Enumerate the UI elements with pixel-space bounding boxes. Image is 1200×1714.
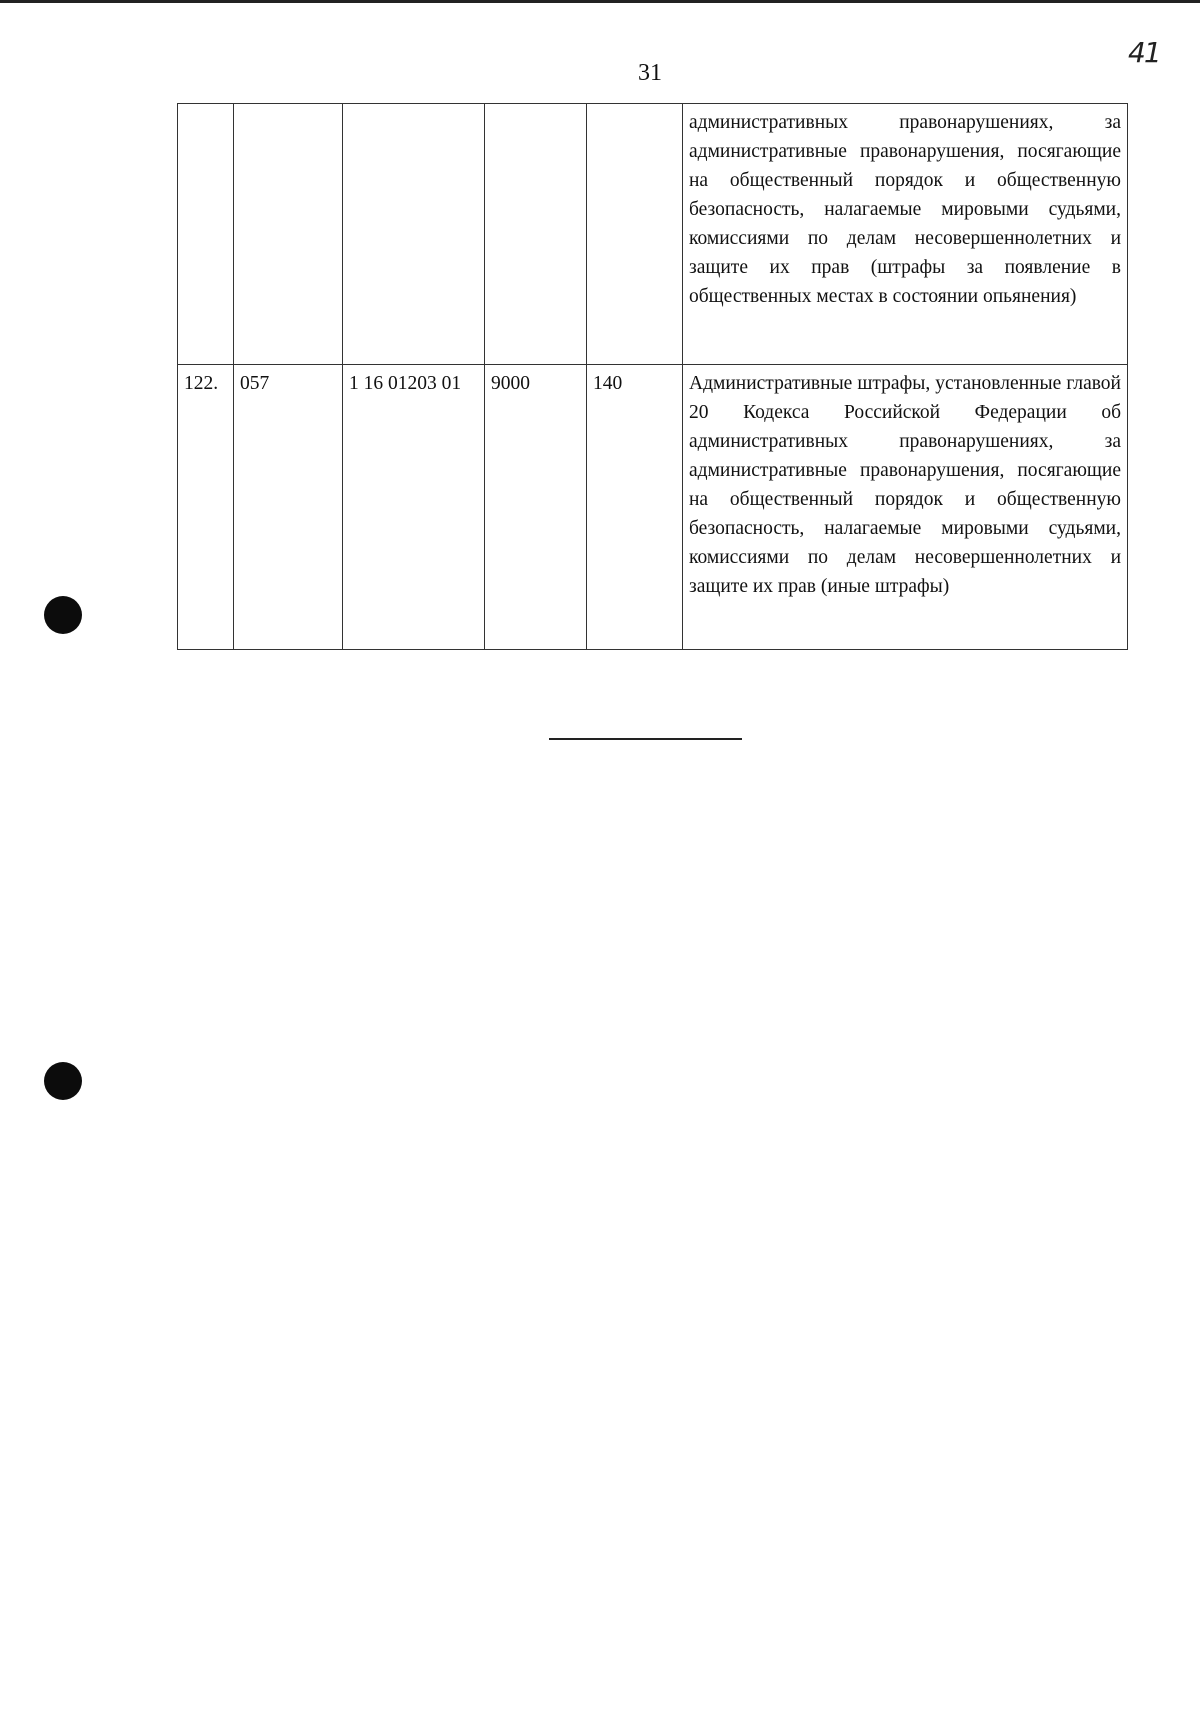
- classification-cell: 140: [587, 365, 683, 650]
- classification-cell: [587, 104, 683, 365]
- handwritten-sheet-number: 41: [1128, 36, 1160, 69]
- subcode-cell: 9000: [485, 365, 587, 650]
- admin-code-cell: [234, 104, 343, 365]
- row-number-cell: [178, 104, 234, 365]
- admin-code-cell: 057: [234, 365, 343, 650]
- punch-hole-icon: [44, 596, 82, 634]
- punch-hole-icon: [44, 1062, 82, 1100]
- income-code-cell: 1 16 01203 01: [343, 365, 485, 650]
- budget-codes-table: [177, 103, 1128, 650]
- closing-rule: [549, 738, 742, 740]
- row-number-cell: 122.: [178, 365, 234, 650]
- description-cell: Административные штрафы, установленные главой 20 Кодекса Российской Федерации об административных правонарушениях, за административные правонарушения, посягающие на общественный порядок и общественную безопасность, налагаемые мировыми судьями, комиссиями по делам несовершеннолетних и защите их прав (иные штрафы): [683, 365, 1128, 650]
- income-code-cell: [343, 104, 485, 365]
- page-top-edge: [0, 0, 1200, 3]
- page-number: 31: [638, 60, 662, 86]
- subcode-cell: [485, 104, 587, 365]
- table-row-continuation: [178, 104, 1128, 365]
- description-cell: административных правонарушениях, за административные правонарушения, посягающие на общественный порядок и общественную безопасность, налагаемые мировыми судьями, комиссиями по делам несовершеннолетних и защите их прав (штрафы за появление в общественных местах в состоянии опьянения): [683, 104, 1128, 365]
- table-row: [178, 365, 1128, 650]
